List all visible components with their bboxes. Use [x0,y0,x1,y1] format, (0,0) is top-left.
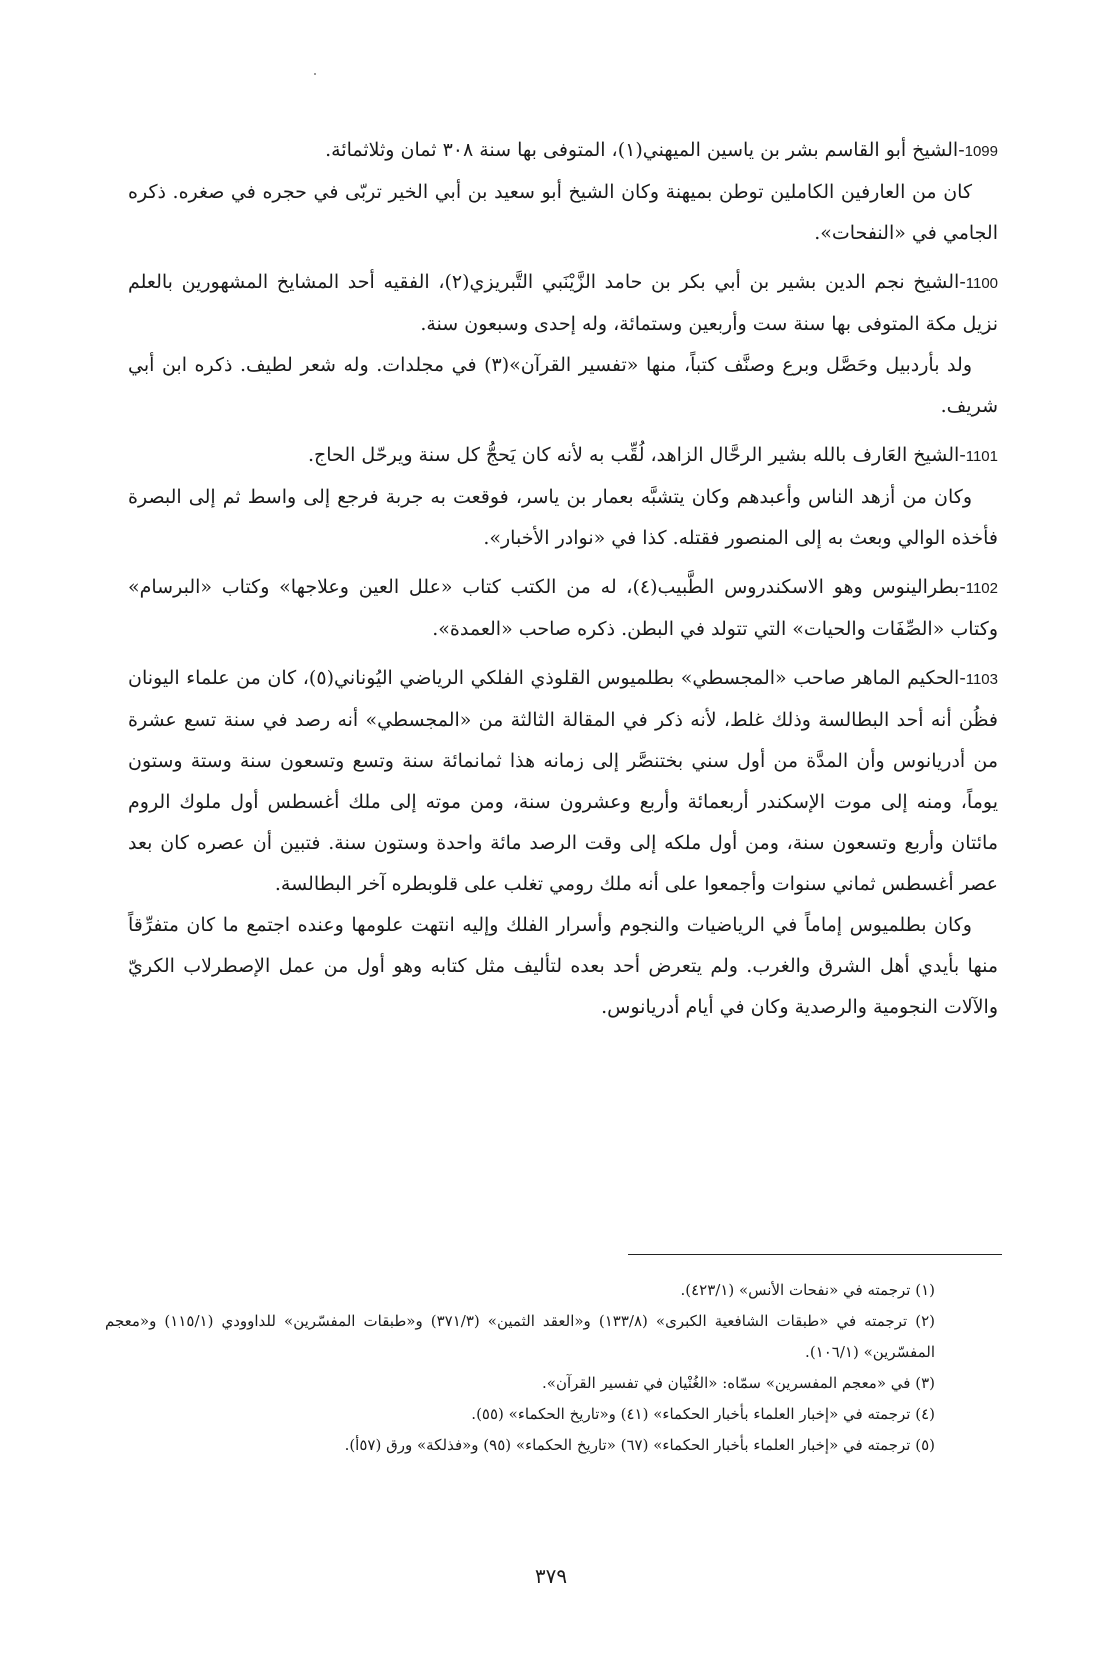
entry-1100 [128,262,998,427]
entry-heading: 1099-الشيخ أبو القاسم بشر بن ياسين الميهني(١)، المتوفى بها سنة ٣٠٨ ثمان وثلاثمائة. [128,130,998,172]
footnote: (٣) في «معجم المفسرين» سمّاه: «الغُنْيان في تفسير القرآن». [542,1374,935,1392]
entry-1102 [128,567,998,650]
entry-text: الحكيم الماهر صاحب «المجسطي» بطلميوس القلوذي الفلكي الرياضي اليُوناني(٥)، كان من علماء اليونان فظُن أنه أحد البطالسة وذلك غلط، لأنه ذكر في المقالة الثالثة من «المجسطي» أنه رصد في سنة تسع عشرة من أدريانوس وأن المدَّة من أول سني بختنصَّر إلى زمانه هذا ثمانمائة سنة وتسع وتسعون سنة وستة وستون يوماً، ومنه إلى موت الإسكندر أربعمائة وأربع وعشرون سنة، ومن موته إلى ملك أغسطس أول ملوك الروم مائتان وأربع وتسعون سنة، ومن أول ملكه إلى وقت الرصد مائة واحدة وستون سنة. فتبين أن عصره كان بعد عصر أغسطس ثماني سنوات وأجمعوا على أنه ملك رومي تغلب على قلوبطره آخر البطالسة. [128,667,998,895]
entry-number: 1103 [965,671,998,688]
footnote: (٤) ترجمته في «إخبار العلماء بأخبار الحكماء» (٤١) و«تاريخ الحكماء» (٥٥). [471,1405,935,1423]
entry-number: 1101 [965,448,998,465]
entry-1101 [128,435,998,559]
entry-1103 [128,658,998,1028]
entry-text: بطرالينوس وهو الاسكندروس الطَّبيب(٤)، له من الكتب كتاب «علل العين وعلاجها» وكتاب «البرسام» وكتاب «الصِّفَات والحيات» التي تتولد في البطن. ذكره صاحب «العمدة». [128,576,998,640]
biography-entries [128,130,998,1036]
entry-number: 1102 [965,580,998,597]
entry-number: 1100 [965,275,999,292]
page-number: ٣٧٩ [534,1564,568,1588]
footnote: (٥) ترجمته في «إخبار العلماء بأخبار الحكماء» (٦٧) «تاريخ الحكماء» (٩٥) و«فذلكة» ورق (٥٧أ). [344,1436,935,1454]
entry-text: الشيخ العَارف بالله بشير الرحَّال الزاهد، لُقِّب به لأنه كان يَحجُّ كل سنة ويرحّل الحاج. [307,444,960,466]
entry-heading: 1101-الشيخ العَارف بالله بشير الرحَّال الزاهد، لُقِّب به لأنه كان يَحجُّ كل سنة ويرحّل الحاج. [128,435,998,477]
entry-text: الشيخ نجم الدين بشير بن أبي بكر بن حامد الزَّيْنَبي التَّبريزي(٢)، الفقيه أحد المشايخ المشهورين بالعلم نزيل مكة المتوفى بها سنة ست وأربعين وستمائة، وله إحدى وسبعون سنة. [128,271,998,335]
entry-heading: 1100-الشيخ نجم الدين بشير بن أبي بكر بن حامد الزَّيْنَبي التَّبريزي(٢)، الفقيه أحد المشايخ المشهورين بالعلم نزيل مكة المتوفى بها سنة ست وأربعين وستمائة، وله إحدى وسبعون سنة. [128,262,998,345]
footnote: (٢) ترجمته في «طبقات الشافعية الكبرى» (١٣٣/٨) و«العقد الثمين» (٣٧١/٣) و«طبقات المفسّرين» للداوودي (١١٥/١) و«معجم المفسّرين» (١٠٦/١). [105,1312,935,1361]
entry-text: الشيخ أبو القاسم بشر بن ياسين الميهني(١)، المتوفى بها سنة ٣٠٨ ثمان وثلاثمائة. [325,139,959,161]
entry-heading: 1103-الحكيم الماهر صاحب «المجسطي» بطلميوس القلوذي الفلكي الرياضي اليُوناني(٥)، كان من علماء اليونان فظُن أنه أحد البطالسة وذلك غلط، لأنه ذكر في المقالة الثالثة من «المجسطي» أنه رصد في سنة تسع عشرة من أدريانوس وأن المدَّة من أول سني بختنصَّر إلى زمانه هذا ثمانمائة سنة وتسع وتسعون سنة وستة وستون يوماً، ومنه إلى موت الإسكندر أربعمائة وأربع وعشرون سنة، ومن موته إلى ملك أغسطس أول ملوك الروم مائتان وأربع وتسعون سنة، ومن أول ملكه إلى وقت الرصد مائة واحدة وستون سنة. فتبين أن عصره كان بعد عصر أغسطس ثماني سنوات وأجمعوا على أنه ملك رومي تغلب على قلوبطره آخر البطالسة. [128,658,998,905]
footnotes [105,1275,935,1461]
entry-number: 1099 [964,143,998,160]
entry-paragraph: وكان من أزهد الناس وأعبدهم وكان يتشبَّه بعمار بن ياسر، فوقعت به جربة فرجع إلى واسط ثم إلى البصرة فأخذه الوالي وبعث به إلى المنصور فقتله. كذا في «نوادر الأخبار». [128,486,998,549]
scan-mark [314,73,316,75]
entry-1099 [128,130,998,254]
entry-paragraph: وكان بطلميوس إماماً في الرياضيات والنجوم وأسرار الفلك وإليه انتهت علومها وعنده اجتمع ما كان متفرِّقاً منها بأيدي أهل الشرق والغرب. ولم يتعرض أحد بعده لتأليف مثل كتابه وهو أول من عمل الإصطرلاب الكريّ والآلات النجومية والرصدية وكان في أيام أدريانوس. [128,914,998,1018]
footnote: (١) ترجمته في «نفحات الأنس» (٤٢٣/١). [680,1281,935,1299]
entry-paragraph: ولد بأردبيل وحَصَّل وبرع وصنَّف كتباً، منها «تفسير القرآن»(٣) في مجلدات. وله شعر لطيف. ذكره ابن أبي شريف. [128,354,998,417]
entry-heading: 1102-بطرالينوس وهو الاسكندروس الطَّبيب(٤)، له من الكتب كتاب «علل العين وعلاجها» وكتاب «البرسام» وكتاب «الصِّفَات والحيات» التي تتولد في البطن. ذكره صاحب «العمدة». [128,567,998,650]
footnote-separator [628,1254,1002,1255]
entry-paragraph: كان من العارفين الكاملين توطن بميهنة وكان الشيخ أبو سعيد بن أبي الخير تربّى في حجره في صغره. ذكره الجامي في «النفحات». [128,181,998,244]
